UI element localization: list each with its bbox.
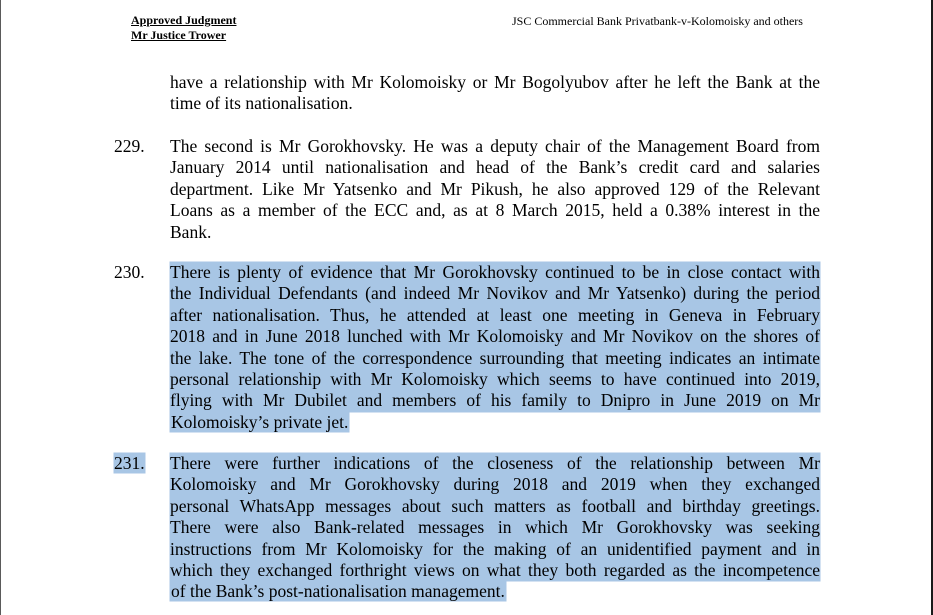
highlighted-line-wrapper xyxy=(170,581,820,602)
highlighted-line[interactable]: Kolomoisky and Mr Gorokhovsky during 2018 and 2019 when they exchanged xyxy=(170,474,820,495)
paragraph-line: January 2014 until nationalisation and head of the Bank’s credit card and salaries xyxy=(170,157,820,178)
page-left-edge xyxy=(0,0,1,615)
paragraph-line: department. Like Mr Yatsenko and Mr Pikush, he also approved 129 of the Relevant xyxy=(170,178,820,199)
highlighted-line[interactable]: There were also Bank-related messages in which Mr Gorokhovsky was seeking xyxy=(170,517,820,538)
paragraph-line: time of its nationalisation. xyxy=(170,93,353,114)
paragraph-line: Loans as a member of the ECC and, as at 8 March 2015, held a 0.38% interest in the xyxy=(170,200,820,221)
paragraph-230-highlighted[interactable] xyxy=(170,262,820,433)
paragraph-number-230: 230. xyxy=(114,262,145,282)
highlighted-line-wrapper xyxy=(170,412,820,433)
header-approved-judgment: Approved Judgment xyxy=(131,13,237,27)
paragraph-number-229: 229. xyxy=(114,136,145,156)
highlighted-line[interactable]: personal relationship with Mr Kolomoisky which seems to have continued into 2019, xyxy=(170,369,820,390)
highlighted-line[interactable]: There were further indications of the closeness of the relationship between Mr xyxy=(170,453,820,473)
highlighted-line[interactable]: of the Bank’s post-nationalisation management. xyxy=(171,581,505,602)
highlighted-line[interactable]: personal WhatsApp messages about such matters as football and birthday greetings. xyxy=(170,495,820,516)
paragraph-231-highlighted[interactable] xyxy=(170,453,820,603)
highlighted-paragraph-number[interactable]: 231. xyxy=(114,453,145,473)
highlighted-line[interactable]: the Individual Defendants (and indeed Mr Novikov and Mr Yatsenko) during the period xyxy=(170,283,820,304)
highlighted-line[interactable]: the lake. The tone of the correspondence surrounding that meeting indicates an intimate xyxy=(170,347,820,368)
header-judge-name: Mr Justice Trower xyxy=(131,28,227,42)
highlighted-line[interactable]: instructions from Mr Kolomoisky for the making of an unidentified payment and in xyxy=(170,538,820,559)
header-left xyxy=(131,13,236,43)
header-case-title: JSC Commercial Bank Privatbank-v-Kolomoisky and others xyxy=(512,14,803,28)
paragraph-line: have a relationship with Mr Kolomoisky or Mr Bogolyubov after he left the Bank at the xyxy=(170,72,820,92)
paragraph-line: Bank. xyxy=(170,221,212,242)
paragraph-line: The second is Mr Gorokhovsky. He was a deputy chair of the Management Board from xyxy=(170,136,820,156)
paragraph-number-231 xyxy=(114,453,145,474)
highlighted-line[interactable]: after nationalisation. Thus, he attended at least one meeting in Geneva in February xyxy=(170,304,820,325)
highlighted-line[interactable]: 2018 and in June 2018 lunched with Mr Kolomoisky and Mr Novikov on the shores of xyxy=(170,326,820,347)
paragraph-228-tail xyxy=(170,72,820,115)
highlighted-line[interactable]: There is plenty of evidence that Mr Gorokhovsky continued to be in close contact with xyxy=(170,262,820,282)
highlighted-line[interactable]: Kolomoisky’s private jet. xyxy=(171,411,349,432)
paragraph-229 xyxy=(170,136,820,243)
highlighted-line[interactable]: which they exchanged forthright views on what they both regarded as the incompetence xyxy=(170,560,820,581)
highlighted-line[interactable]: flying with Mr Dubilet and members of his family to Dnipro in June 2019 on Mr xyxy=(170,390,820,411)
